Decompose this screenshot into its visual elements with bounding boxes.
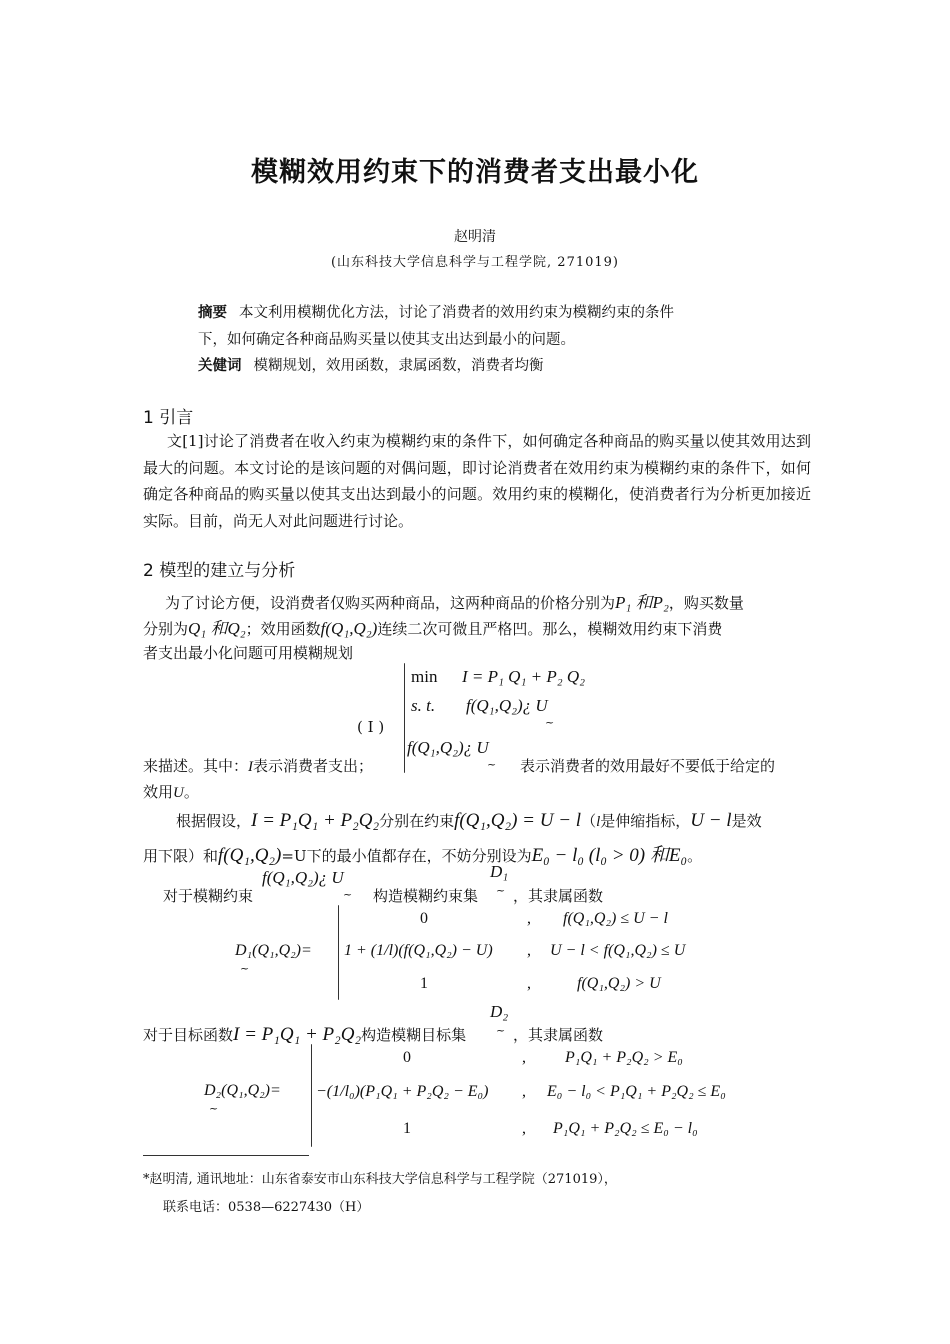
p2-constraint: f(Q₁,Q₂)¿ U bbox=[407, 738, 489, 757]
model-st: s. t. bbox=[411, 696, 436, 715]
keywords-text: 模糊规划，效用函数，隶属函数，消费者均衡 bbox=[253, 358, 544, 374]
utility-function-inline: f(Q₁,Q₂) bbox=[218, 845, 282, 866]
d2-row2-cond: E₀ − l₀ < P₁Q₁ + P₂Q₂ ≤ E₀ bbox=[547, 1083, 726, 1100]
d2-row2-sep: , bbox=[522, 1083, 526, 1100]
s2-p3-line2 bbox=[143, 840, 702, 867]
footnote-line-2: 联系电话：0538—6227430（H） bbox=[163, 1200, 370, 1215]
minimum-values: E₀ − l₀ (l₀ > 0) 和E₀ bbox=[531, 845, 688, 866]
objective-inline: I = P₁Q₁ + P₂Q₂ bbox=[233, 1024, 362, 1045]
text-run: 对于目标函数 bbox=[143, 1026, 234, 1044]
objective-inline: I = P₁Q₁ + P₂Q₂ bbox=[251, 810, 380, 831]
d2-row1-value: 0 bbox=[403, 1049, 411, 1066]
text-run: 用下限）和 bbox=[143, 847, 219, 865]
d2-brace bbox=[311, 1044, 312, 1147]
s2-p5-line bbox=[143, 1024, 466, 1046]
s2-p2-line2 bbox=[143, 781, 199, 802]
paper-title: 模糊效用约束下的消费者支出最小化 bbox=[251, 157, 699, 188]
text-run: 分别为 bbox=[143, 620, 189, 638]
tilde-mark: ~ bbox=[343, 888, 353, 901]
abstract-text-1: 本文利用模糊优化方法，讨论了消费者的效用约束为模糊约束的条件 bbox=[239, 305, 674, 321]
tilde-mark: ~ bbox=[496, 884, 506, 897]
text-run: 构造模糊目标集 bbox=[361, 1026, 467, 1044]
tilde-mark: ~ bbox=[545, 716, 555, 729]
d1-row2-cond: U − l < f(Q₁,Q₂) ≤ U bbox=[550, 942, 686, 959]
d1-row3-cond: f(Q₁,Q₂) > U bbox=[577, 975, 661, 992]
quantity-vars: Q₁ 和Q₂ bbox=[188, 619, 246, 638]
d2-row3-value: 1 bbox=[403, 1120, 411, 1137]
text-run: 是伸缩指标， bbox=[600, 812, 691, 830]
s2-p3-line1 bbox=[176, 810, 762, 832]
abstract-label: 摘要 bbox=[198, 305, 227, 321]
d1-row3-sep: , bbox=[527, 975, 531, 992]
d1-row1-cond: f(Q₁,Q₂) ≤ U − l bbox=[563, 910, 668, 927]
tilde-mark: ~ bbox=[487, 758, 497, 771]
abstract-line-2: 下，如何确定各种商品购买量以使其支出达到最小的问题。 bbox=[198, 332, 575, 348]
d2-lhs: D₂(Q₁,Q₂)= bbox=[204, 1082, 281, 1099]
var-U: U bbox=[173, 785, 184, 801]
model-brace bbox=[404, 663, 405, 773]
tilde-mark: ~ bbox=[496, 1024, 506, 1037]
section-1-heading: 1 引言 bbox=[143, 408, 194, 428]
s2-p4-c: ，其隶属函数 bbox=[513, 887, 604, 905]
text-run: 表示消费者支出； bbox=[253, 757, 374, 775]
s2-p1-line3: 者支出最小化问题可用模糊规划 bbox=[143, 644, 354, 662]
set-D2: D₂ bbox=[490, 1002, 509, 1021]
d1-row2-value: 1 + (1/l)(f(Q₁,Q₂) − U) bbox=[344, 942, 493, 959]
model-min: min bbox=[411, 667, 438, 686]
d1-row1-sep: , bbox=[527, 910, 531, 927]
d2-row3-sep: , bbox=[522, 1120, 526, 1137]
s2-p4-b: 构造模糊约束集 bbox=[373, 887, 479, 905]
model-constraint: f(Q₁,Q₂)¿ U bbox=[466, 696, 548, 715]
text-run: 连续二次可微且严格凹。那么，模糊效用约束下消费 bbox=[377, 620, 723, 638]
model-objective: I = P₁ Q₁ + P₂ Q₂ bbox=[462, 667, 586, 686]
text-run: =U下的最小值都存在，不妨分别设为 bbox=[281, 847, 532, 865]
d2-row1-sep: , bbox=[522, 1049, 526, 1066]
price-vars: P₁ 和P₂ bbox=[615, 593, 669, 612]
author-name: 赵明清 bbox=[454, 229, 496, 245]
keywords-line bbox=[198, 354, 544, 375]
d1-row3-value: 1 bbox=[420, 975, 428, 992]
p4-constraint: f(Q₁,Q₂)¿ U bbox=[262, 868, 344, 887]
footnote-line-1: *赵明清, 通讯地址：山东省泰安市山东科技大学信息科学与工程学院（271019）， bbox=[143, 1172, 617, 1187]
var-I: I bbox=[248, 759, 254, 775]
tilde-mark: ~ bbox=[240, 962, 250, 975]
set-D1: D₁ bbox=[490, 862, 509, 881]
text-run: 分别在约束 bbox=[379, 812, 455, 830]
text-run: 是效 bbox=[731, 812, 762, 830]
s2-p5-c: ，其隶属函数 bbox=[513, 1026, 604, 1044]
d2-row2-value: −(1/l₀)(P₁Q₁ + P₂Q₂ − E₀) bbox=[316, 1083, 489, 1100]
text-run: ，购买数量 bbox=[668, 594, 744, 612]
d2-row3-cond: P₁Q₁ + P₂Q₂ ≤ E₀ − l₀ bbox=[553, 1120, 698, 1137]
text-run: 为了讨论方便，设消费者仅购买两种商品，这两种商品的价格分别为 bbox=[165, 594, 616, 612]
s2-p1-line1 bbox=[165, 588, 744, 613]
d1-row1-value: 0 bbox=[420, 910, 428, 927]
s2-p2-line1b: 表示消费者的效用最好不要低于给定的 bbox=[520, 757, 776, 775]
text-run: 。 bbox=[183, 783, 199, 801]
lower-bound: U − l bbox=[690, 810, 732, 831]
utility-function: f(Q₁,Q₂) bbox=[320, 619, 378, 638]
footnote-rule bbox=[143, 1155, 309, 1156]
tilde-mark: ~ bbox=[209, 1102, 219, 1115]
d1-row2-sep: , bbox=[527, 942, 531, 959]
text-run: 根据假设， bbox=[176, 812, 252, 830]
d2-row1-cond: P₁Q₁ + P₂Q₂ > E₀ bbox=[565, 1049, 683, 1066]
text-run: 来描述。其中： bbox=[143, 757, 249, 775]
s2-p4-a: 对于模糊约束 bbox=[163, 887, 254, 905]
text-run: （ bbox=[581, 812, 597, 830]
d1-brace bbox=[338, 905, 339, 1000]
model-label: ( I ) bbox=[357, 718, 385, 736]
var-l: l bbox=[596, 814, 601, 830]
section-1-paragraph: 文[1]讨论了消费者在收入约束为模糊约束的条件下，如何确定各种商品的购买量以使其效用达到最大的问题。本文讨论的是该问题的对偶问题，即讨论消费者在效用约束为模糊约束的条件下，如何确定各种商品的购买量以使其支出达到最小的问题。效用约束的模糊化，使消费者行为分析更加接近实际。目前，尚无人对此问题进行讨论。 bbox=[143, 432, 811, 530]
text-run: 效用 bbox=[143, 783, 174, 801]
s2-p2-line1a bbox=[143, 755, 373, 776]
section-2-heading: 2 模型的建立与分析 bbox=[143, 561, 296, 581]
constraint-inline: f(Q₁,Q₂) = U − l bbox=[454, 810, 582, 831]
abstract-line-1 bbox=[198, 301, 674, 322]
author-affiliation: (山东科技大学信息科学与工程学院, 271019) bbox=[330, 255, 620, 270]
keywords-label: 关健词 bbox=[198, 358, 242, 374]
s2-p1-line2 bbox=[143, 614, 722, 639]
text-run: ；效用函数 bbox=[245, 620, 321, 638]
text-run: 。 bbox=[687, 847, 703, 865]
d1-lhs: D₁(Q₁,Q₂)= bbox=[235, 942, 312, 959]
